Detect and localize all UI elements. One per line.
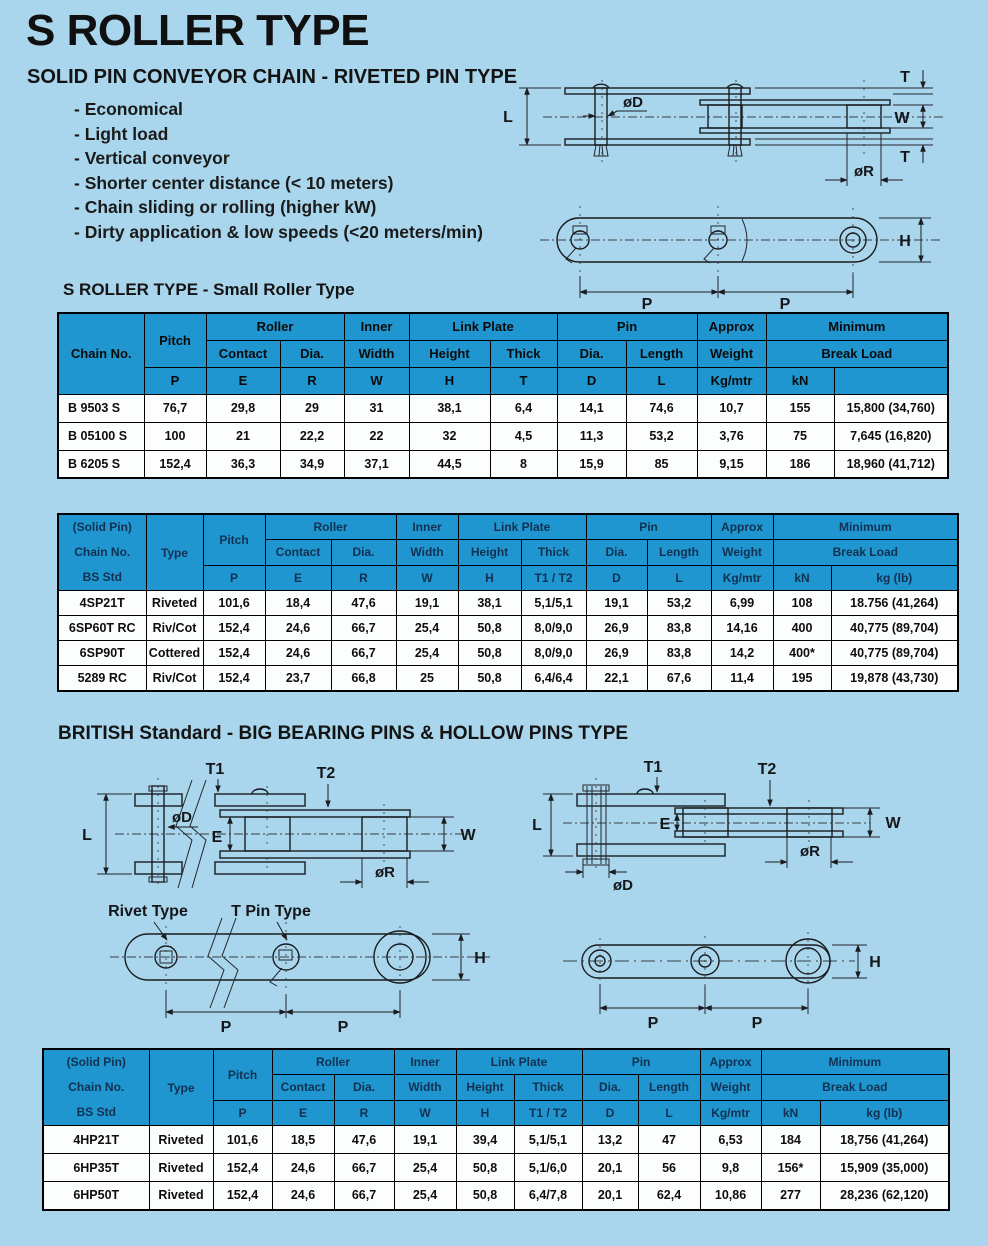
table-row [43,1182,949,1210]
chain-header-line1: (Solid Pin) [72,520,132,534]
cell: 34,9 [280,450,344,478]
col-group-inner: Inner [396,514,458,540]
cell: 24,6 [272,1182,334,1210]
big-bearing-right-diagram [525,756,975,1040]
unit-kglb: kg (lb) [831,565,958,591]
cell: 22,2 [280,422,344,450]
cell: 400 [773,616,831,641]
col-header-length: Length [638,1075,700,1101]
col-header-type: Type [146,514,203,591]
col-header-type: Type [149,1049,213,1126]
cell: 13,2 [582,1126,638,1154]
cell: 66,7 [331,641,396,666]
col-header-height: Height [456,1075,514,1101]
col-header-dia: Dia. [331,540,396,566]
cell: Riv/Cot [146,666,203,691]
dim-label-p1: P [647,1015,659,1032]
cell: 22 [344,422,409,450]
cell: 24,6 [265,616,331,641]
col-group-roller: Roller [272,1049,394,1075]
cell: 8,0/9,0 [521,616,586,641]
cell: 9,8 [700,1154,761,1182]
dim-label-p1: P [641,296,653,313]
col-group-pin: Pin [582,1049,700,1075]
unit-w: W [396,565,458,591]
unit-kgmtr: Kg/mtr [697,367,766,394]
cell: 50,8 [458,641,521,666]
col-header-pin-dia: Dia. [557,340,626,367]
cell: 22,1 [586,666,647,691]
feature-item: - Dirty application & low speeds (<20 meters/min) [74,221,483,242]
chain-side-view [503,69,943,186]
col-header-width: Width [394,1075,456,1101]
cell: 7,645 (16,820) [834,422,948,450]
unit-w: W [394,1100,456,1126]
cell: Riv/Cot [146,616,203,641]
cell: 83,8 [647,641,711,666]
cell: 6,4/6,4 [521,666,586,691]
cell: 29,8 [206,394,280,422]
col-header-length: Length [647,540,711,566]
cell: 56 [638,1154,700,1182]
cell: B 05100 S [58,422,144,450]
cell: 6,4/7,8 [514,1182,582,1210]
cell: 47 [638,1126,700,1154]
cell: 14,1 [557,394,626,422]
col-header-weight: Weight [697,340,766,367]
cell: 36,3 [206,450,280,478]
cell: 155 [766,394,834,422]
col-header-weight: Weight [700,1075,761,1101]
col-header-thick: Thick [490,340,557,367]
table-header-row [58,514,958,540]
col-header-contact: Contact [265,540,331,566]
cell: 76,7 [144,394,206,422]
unit-p: P [213,1100,272,1126]
cell: 24,6 [272,1154,334,1182]
cell: 4,5 [490,422,557,450]
cell: 3,76 [697,422,766,450]
table-row [43,1126,949,1154]
dim-label-r: øR [375,864,395,881]
unit-e: E [265,565,331,591]
col-group-pin: Pin [586,514,711,540]
col-group-minimum: Minimum [773,514,958,540]
unit-d: D [557,367,626,394]
col-header-chain-no [58,514,146,591]
unit-t1t2: T1 / T2 [514,1100,582,1126]
cell: 31 [344,394,409,422]
cell: 6,53 [700,1126,761,1154]
col-group-pin: Pin [557,313,697,340]
unit-kn: kN [761,1100,820,1126]
dim-label-p2: P [779,296,791,313]
small-roller-table [57,312,949,479]
cell: 24,6 [265,641,331,666]
cell: 53,2 [647,591,711,616]
col-header-length: Length [626,340,697,367]
col-header-chain-no [43,1049,149,1126]
col-header-dia: Dia. [334,1075,394,1101]
cell: 18.756 (41,264) [831,591,958,616]
col-group-approx: Approx [697,313,766,340]
feature-item: - Shorter center distance (< 10 meters) [74,172,394,193]
cell: 186 [766,450,834,478]
dim-label-h: H [899,233,911,250]
table-row [58,394,948,422]
dim-label-d: øD [172,809,192,826]
cell: 6,4 [490,394,557,422]
cell: 66,7 [334,1182,394,1210]
cell: 195 [773,666,831,691]
unit-t: T [490,367,557,394]
chain-side-view [82,761,476,888]
col-header-break-load: Break Load [761,1075,949,1101]
dim-label-l: L [82,827,92,844]
dim-label-l: L [503,109,513,126]
cell: 19,878 (43,730) [831,666,958,691]
cell: 18,4 [265,591,331,616]
col-header-pitch: Pitch [203,514,265,565]
dim-label-p2: P [751,1015,763,1032]
cell: 25,4 [396,641,458,666]
cell: Riveted [149,1126,213,1154]
col-group-approx: Approx [711,514,773,540]
dim-label-e: E [659,816,671,833]
cell: 19,1 [396,591,458,616]
chain-plan-view [563,932,881,1032]
dim-label-e: E [211,829,223,846]
chain-plan-view [540,206,940,313]
cell: 47,6 [334,1126,394,1154]
table-row [58,641,958,666]
unit-r: R [280,367,344,394]
dim-label-l: L [532,817,542,834]
col-group-link-plate: Link Plate [409,313,557,340]
feature-item: - Chain sliding or rolling (higher kW) [74,197,377,218]
cell: 47,6 [331,591,396,616]
cell: 100 [144,422,206,450]
cell: 20,1 [582,1182,638,1210]
col-group-inner: Inner [344,313,409,340]
unit-l: L [647,565,711,591]
col-header-pitch: Pitch [144,313,206,367]
col-header-height: Height [458,540,521,566]
col-header-break-load: Break Load [766,340,948,367]
col-group-link-plate: Link Plate [458,514,586,540]
unit-kgmtr: Kg/mtr [711,565,773,591]
solid-pin-hp-table [42,1048,950,1211]
cell: 11,3 [557,422,626,450]
unit-p: P [203,565,265,591]
dim-label-w: W [885,815,901,832]
unit-e: E [206,367,280,394]
cell: 53,2 [626,422,697,450]
cell: Riveted [149,1154,213,1182]
table-row [58,616,958,641]
unit-r: R [331,565,396,591]
dim-label-r: øR [854,163,874,180]
cell: 23,7 [265,666,331,691]
unit-r: R [334,1100,394,1126]
cell: 6HP35T [43,1154,149,1182]
cell: 14,16 [711,616,773,641]
unit-h: H [456,1100,514,1126]
cell: B 6205 S [58,450,144,478]
dim-label-t-bot: T [900,149,910,166]
cell: 50,8 [456,1154,514,1182]
cell: 28,236 (62,120) [820,1182,949,1210]
cell: 15,9 [557,450,626,478]
unit-kn: kN [773,565,831,591]
feature-item: - Economical [74,99,183,119]
section-title-small-roller: S ROLLER TYPE - Small Roller Type [63,280,355,299]
cell: 9,15 [697,450,766,478]
cell: Riveted [149,1182,213,1210]
cell: 29 [280,394,344,422]
chain-header-line3: BS Std [76,1105,116,1119]
cell: 4SP21T [58,591,146,616]
cell: 85 [626,450,697,478]
page-title: S ROLLER TYPE [26,6,370,55]
cell: 152,4 [144,450,206,478]
unit-p: P [144,367,206,394]
cell: 21 [206,422,280,450]
unit-kglb [834,367,948,394]
col-group-minimum: Minimum [766,313,948,340]
cell: 4HP21T [43,1126,149,1154]
cell: 25,4 [394,1182,456,1210]
cell: 37,1 [344,450,409,478]
cell: 10,7 [697,394,766,422]
cell: 184 [761,1126,820,1154]
cell: 40,775 (89,704) [831,616,958,641]
t-pin-type-label: T Pin Type [231,903,311,920]
table-row [58,666,958,691]
col-header-weight: Weight [711,540,773,566]
cell: 15,909 (35,000) [820,1154,949,1182]
cell: 8 [490,450,557,478]
dim-label-t1: T1 [205,761,225,778]
unit-e: E [272,1100,334,1126]
cell: 44,5 [409,450,490,478]
unit-kn: kN [766,367,834,394]
cell: 6,99 [711,591,773,616]
unit-h: H [458,565,521,591]
col-header-thick: Thick [514,1075,582,1101]
cell: 108 [773,591,831,616]
unit-d: D [586,565,647,591]
cell: 152,4 [203,641,265,666]
table-row [58,450,948,478]
col-group-roller: Roller [265,514,396,540]
dim-label-t1: T1 [643,759,663,776]
cell: 18,960 (41,712) [834,450,948,478]
table-header-row [43,1049,949,1075]
cell: 101,6 [213,1126,272,1154]
cell: 277 [761,1182,820,1210]
cell: 26,9 [586,616,647,641]
cell: 39,4 [456,1126,514,1154]
col-header-pin-dia: Dia. [582,1075,638,1101]
dim-label-t2: T2 [757,761,777,778]
chain-side-view [532,759,901,894]
cell: 6SP60T RC [58,616,146,641]
dim-label-d: øD [623,94,643,111]
dim-label-t-top: T [900,69,910,86]
cell: 67,6 [647,666,711,691]
cell: 11,4 [711,666,773,691]
cell: 50,8 [458,616,521,641]
cell: 152,4 [203,616,265,641]
col-header-pitch: Pitch [213,1049,272,1100]
section-title-british: BRITISH Standard - BIG BEARING PINS & HOLLOW PINS TYPE [58,723,629,744]
col-header-break-load: Break Load [773,540,958,566]
cell: 50,8 [456,1182,514,1210]
table-row [58,591,958,616]
cell: 6SP90T [58,641,146,666]
cell: 152,4 [213,1182,272,1210]
cell: 75 [766,422,834,450]
col-header-pin-dia: Dia. [586,540,647,566]
table-row [43,1154,949,1182]
cell: 400* [773,641,831,666]
dim-label-h: H [869,954,881,971]
chain-plan-view [108,903,490,1036]
unit-d: D [582,1100,638,1126]
dim-label-t2: T2 [316,765,336,782]
cell: 25,4 [394,1154,456,1182]
cell: 5289 RC [58,666,146,691]
dim-label-p1: P [220,1019,232,1036]
cell: 5,1/5,1 [521,591,586,616]
chain-header-line2: Chain No. [74,545,131,559]
table-row [58,422,948,450]
col-header-contact: Contact [206,340,280,367]
feature-list [74,97,483,245]
col-group-minimum: Minimum [761,1049,949,1075]
cell: 19,1 [394,1126,456,1154]
cell: 5,1/6,0 [514,1154,582,1182]
cell: 83,8 [647,616,711,641]
col-header-height: Height [409,340,490,367]
feature-item: - Vertical conveyor [74,148,230,169]
col-group-inner: Inner [394,1049,456,1075]
col-group-link-plate: Link Plate [456,1049,582,1075]
dim-label-d: øD [613,877,633,894]
dim-label-h: H [474,950,486,967]
cell: 152,4 [203,666,265,691]
cell: 8,0/9,0 [521,641,586,666]
cell: Cottered [146,641,203,666]
cell: 18,756 (41,264) [820,1126,949,1154]
big-bearing-left-diagram [70,756,515,1040]
cell: 66,7 [331,616,396,641]
unit-h: H [409,367,490,394]
cell: 15,800 (34,760) [834,394,948,422]
page-subtitle: SOLID PIN CONVEYOR CHAIN - RIVETED PIN TYPE [27,66,518,88]
unit-l: L [626,367,697,394]
cell: 38,1 [458,591,521,616]
unit-kgmtr: Kg/mtr [700,1100,761,1126]
feature-item: - Light load [74,123,169,144]
cell: 5,1/5,1 [514,1126,582,1154]
col-header-dia: Dia. [280,340,344,367]
cell: 156* [761,1154,820,1182]
col-header-thick: Thick [521,540,586,566]
chain-header-line2: Chain No. [68,1080,125,1094]
dim-label-r: øR [800,843,820,860]
col-header-chain-no: Chain No. [58,313,144,394]
col-header-width: Width [396,540,458,566]
col-header-width: Width [344,340,409,367]
cell: 40,775 (89,704) [831,641,958,666]
cell: 66,8 [331,666,396,691]
cell: 19,1 [586,591,647,616]
col-header-contact: Contact [272,1075,334,1101]
cell: 14,2 [711,641,773,666]
cell: Riveted [146,591,203,616]
cell: 25 [396,666,458,691]
dim-label-w: W [460,827,476,844]
cell: 6HP50T [43,1182,149,1210]
cell: 66,7 [334,1154,394,1182]
cell: 101,6 [203,591,265,616]
chain-header-line3: BS Std [82,570,122,584]
cell: 152,4 [213,1154,272,1182]
col-group-approx: Approx [700,1049,761,1075]
unit-l: L [638,1100,700,1126]
rivet-type-label: Rivet Type [108,903,188,920]
cell: 20,1 [582,1154,638,1182]
cell: 62,4 [638,1182,700,1210]
dim-label-w: W [894,110,910,127]
dim-label-p2: P [337,1019,349,1036]
cell: 50,8 [458,666,521,691]
cell: 18,5 [272,1126,334,1154]
cell: 26,9 [586,641,647,666]
cell: 32 [409,422,490,450]
cell: 38,1 [409,394,490,422]
col-group-roller: Roller [206,313,344,340]
unit-t1t2: T1 / T2 [521,565,586,591]
table-header-row [58,313,948,340]
cell: B 9503 S [58,394,144,422]
cell: 25,4 [396,616,458,641]
chain-header-line1: (Solid Pin) [66,1055,126,1069]
unit-w: W [344,367,409,394]
riveted-chain-diagram [495,60,980,313]
table-unit-row [58,367,948,394]
unit-kglb: kg (lb) [820,1100,949,1126]
cell: 10,86 [700,1182,761,1210]
solid-pin-sp-table [57,513,959,692]
cell: 74,6 [626,394,697,422]
